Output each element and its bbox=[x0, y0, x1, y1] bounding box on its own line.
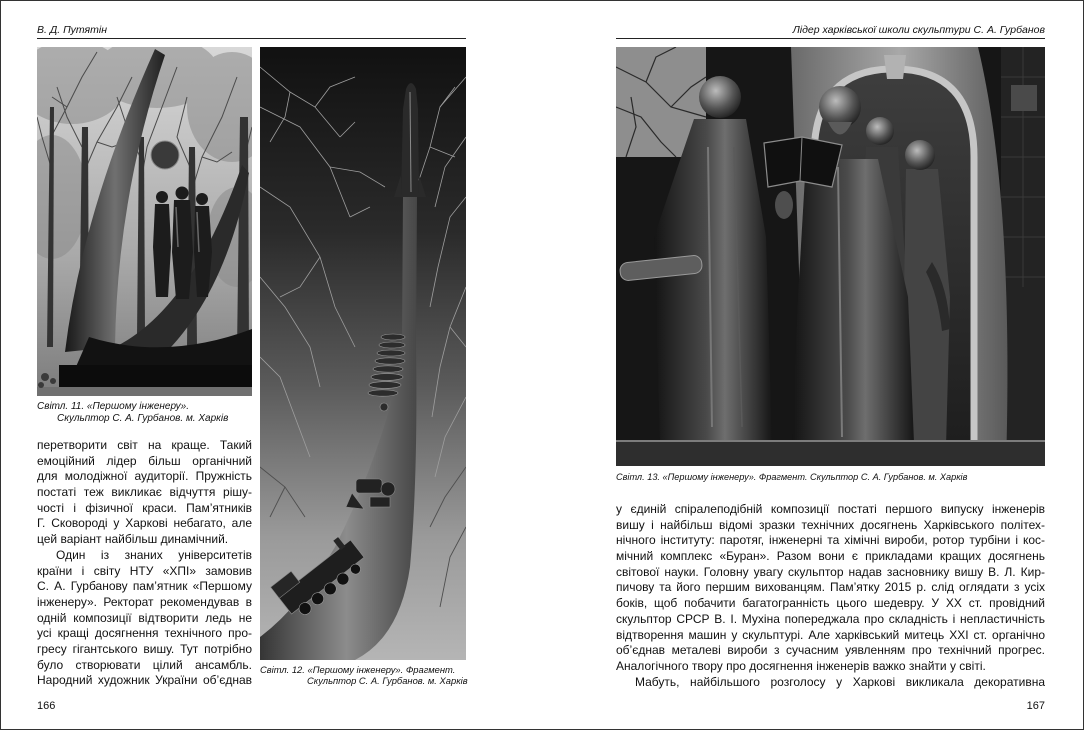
text-line: боків, щоб побачити багатогранність цього шедевру. У XX ст. провідний bbox=[616, 596, 1045, 611]
text-column-left bbox=[37, 438, 252, 690]
text-line: усі кращі досягнення технічного про- bbox=[37, 626, 252, 641]
text-line: було створювати цілий ансамбль. bbox=[37, 657, 252, 672]
caption-fig12-line2: Скульптор С. А. Гурбанов. м. Харків bbox=[307, 675, 468, 686]
text-line: Мабуть, найбільшого розголосу у Харкові викликала декоративна bbox=[635, 674, 1045, 689]
text-line: мічний комплекс «Буран». Разом вони є прикладами кращих досягнень bbox=[616, 549, 1045, 564]
header-rule-right bbox=[616, 38, 1045, 39]
running-head-right: Лідер харківської школи скульптури С. А. Гурбанов bbox=[792, 24, 1045, 36]
caption-fig13: Світл. 13. «Першому інженеру». Фрагмент. Скульптор С. А. Гурбанов. м. Харків bbox=[616, 472, 968, 482]
caption-fig11-line2: Скульптор С. А. Гурбанов. м. Харків bbox=[57, 413, 229, 424]
text-line: чості і фізичної краси. Пам’ятників bbox=[37, 500, 252, 515]
text-line: інженеру». Ректорат рекомендував в bbox=[37, 594, 252, 609]
text-line: постаті теж викликає відчуття рішу- bbox=[37, 485, 252, 500]
caption-fig12-line1: Світл. 12. «Першому інженеру». Фрагмент. bbox=[260, 664, 456, 675]
text-line: для молодіжної аудиторії. Пружність bbox=[37, 469, 252, 484]
brick-building bbox=[1001, 47, 1045, 466]
text-line: Народний художник України об’єднав bbox=[37, 673, 252, 688]
text-line: емоційний лідер більш органічний bbox=[37, 453, 252, 468]
text-line: гресу гігантського вишу. Тут потрібно bbox=[37, 641, 252, 656]
caption-fig11-line1: Світл. 11. «Першому інженеру». bbox=[37, 401, 190, 412]
text-line: країни і світу НТУ «ХПІ» замовив bbox=[37, 563, 252, 578]
pedestal bbox=[616, 440, 1045, 466]
text-line: нічного інституту: паротяг, інженерні та хімічні вироби, ротор турбіни і кос- bbox=[616, 533, 1045, 548]
pedestal bbox=[59, 365, 252, 389]
photo-monument-fragment-figures bbox=[616, 47, 1045, 466]
text-line: цей варіант найбільш динамічний. bbox=[37, 532, 229, 547]
arch-keystone bbox=[884, 55, 906, 79]
header-rule-left bbox=[37, 38, 466, 39]
text-line: скульптор СРСР В. І. Мухіна попереджала про складність і непластичність bbox=[616, 611, 1045, 626]
text-line: відтворення машин у скульптурі. Але харківський митець XXI ст. органічно bbox=[616, 627, 1045, 642]
photo-monument-first-engineer bbox=[37, 47, 252, 396]
photo-monument-fragment-spire bbox=[260, 47, 466, 660]
text-line: світової науки. Головну увагу скульптор надав засновнику вишу В. Л. Кир- bbox=[616, 564, 1045, 579]
text-line: С. А. Гурбанову пам’ятник «Першому bbox=[37, 579, 252, 594]
text-line: вишу і найбільш відомі зразки технічних досягнень Харківського політех- bbox=[616, 517, 1045, 532]
page-number-right: 167 bbox=[1026, 700, 1045, 712]
text-line: об’єднав металеві вироби з сучасним уявленням про технічний прогрес. bbox=[616, 643, 1045, 658]
text-line: Аналогічного твору про досягнення інженерів важко знайти у світі. bbox=[616, 658, 986, 673]
text-line: перетворити світ на краще. Такий bbox=[37, 438, 252, 452]
running-head-left: В. Д. Путятін bbox=[37, 24, 108, 36]
text-line: пичову та його першим вихованцям. Пам’ятку 2015 р. слід оглядати з усіх bbox=[616, 580, 1045, 595]
text-line: Один із знаних університетів bbox=[56, 547, 252, 562]
text-line: одній композиції відтворити ледь не bbox=[37, 610, 252, 625]
text-line: у єдиній спіралеподібній композиції постаті першого випуску інженерів bbox=[616, 502, 1045, 516]
ground bbox=[37, 387, 252, 396]
page-number-left: 166 bbox=[37, 700, 56, 712]
text-line: Г. Сковороді у Харкові небагато, але bbox=[37, 516, 252, 531]
text-column-right bbox=[616, 502, 1045, 691]
